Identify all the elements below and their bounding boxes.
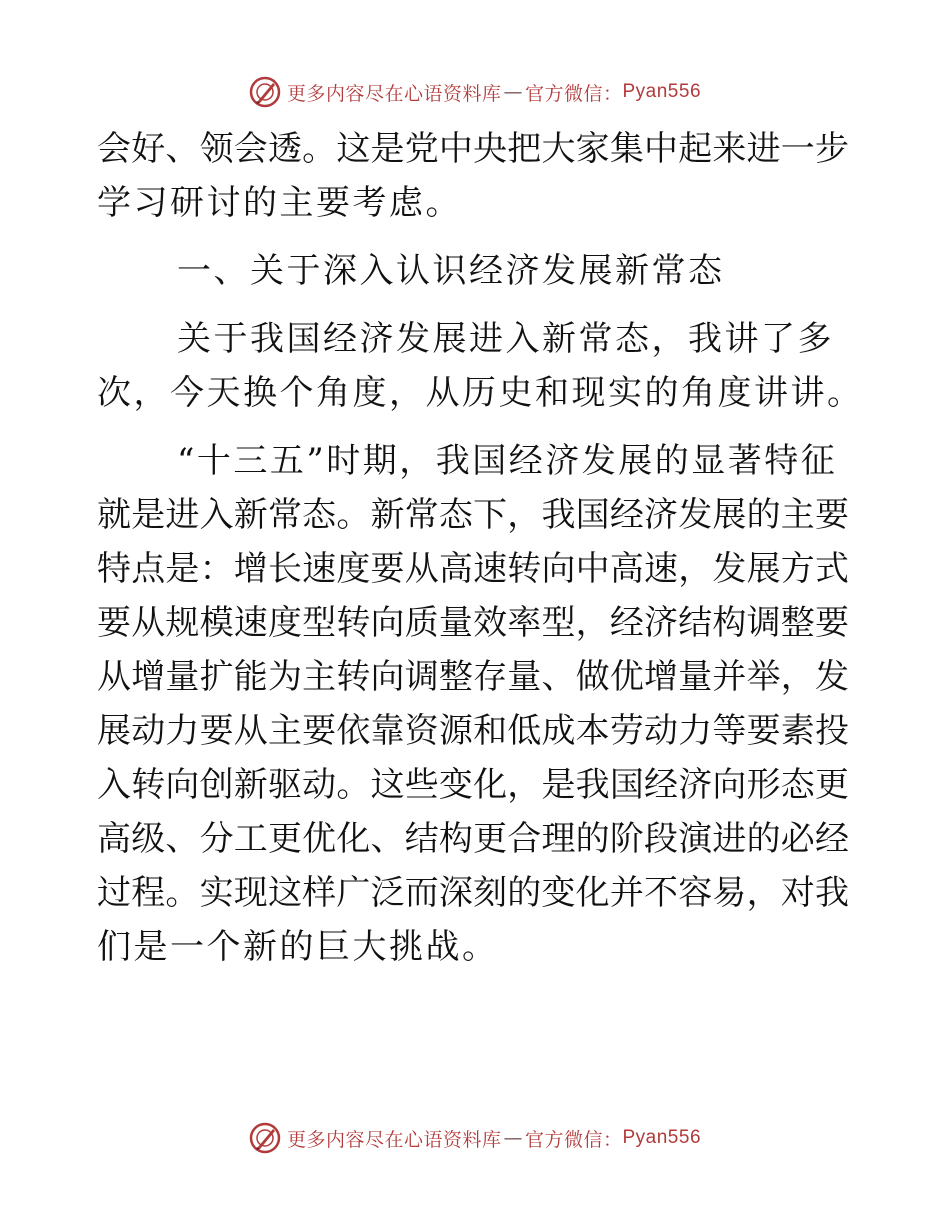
quill-logo-icon [249,76,281,108]
watermark-wechat-id: Pyan556 [622,1127,702,1148]
text-line: 从增量扩能为主转向调整存量、做优增量并举，发 [97,657,849,697]
text-line: 要从规模速度型转向质量效率型，经济结构调整要 [97,603,849,643]
text-line: 特点是：增长速度要从高速转向中高速，发展方式 [97,549,849,589]
section-heading: 一、关于深入认识经济发展新常态 [177,251,725,291]
watermark-wechat-id: Pyan556 [622,81,702,102]
quill-logo-icon [249,1122,281,1154]
watermark-separator: — [503,81,523,103]
watermark-wechat-label: 官方微信： [524,1128,623,1151]
paragraph [97,434,849,974]
paragraph [97,312,864,420]
paragraph-continuation [97,122,849,230]
watermark-brand: 更多内容尽在心语资料库 [286,82,502,105]
text-line: 关于我国经济发展进入新常态，我讲了多 [177,319,834,359]
text-line: 过程。实现这样广泛而深刻的变化并不容易，对我 [97,873,849,913]
text-line: 次，今天换个角度，从历史和现实的角度讲讲。 [97,373,864,413]
text-line: 学习研讨的主要考虑。 [97,183,462,223]
document-body [97,122,864,974]
text-line: “十三五”时期，我国经济发展的显著特征 [177,441,838,481]
text-line: 会好、领会透。这是党中央把大家集中起来进一步 [97,129,849,169]
text-line: 展动力要从主要依靠资源和低成本劳动力等要素投 [97,711,849,751]
text-line: 们是一个新的巨大挑战。 [97,927,499,967]
header-watermark [0,72,950,112]
watermark-separator: — [503,1127,523,1149]
watermark-wechat-label: 官方微信： [524,82,623,105]
text-line: 高级、分工更优化、结构更合理的阶段演进的必经 [97,819,849,859]
text-line: 入转向创新驱动。这些变化，是我国经济向形态更 [97,765,849,805]
footer-watermark [0,1118,950,1158]
watermark-brand: 更多内容尽在心语资料库 [286,1128,502,1151]
text-line: 就是进入新常态。新常态下，我国经济发展的主要 [97,495,849,535]
